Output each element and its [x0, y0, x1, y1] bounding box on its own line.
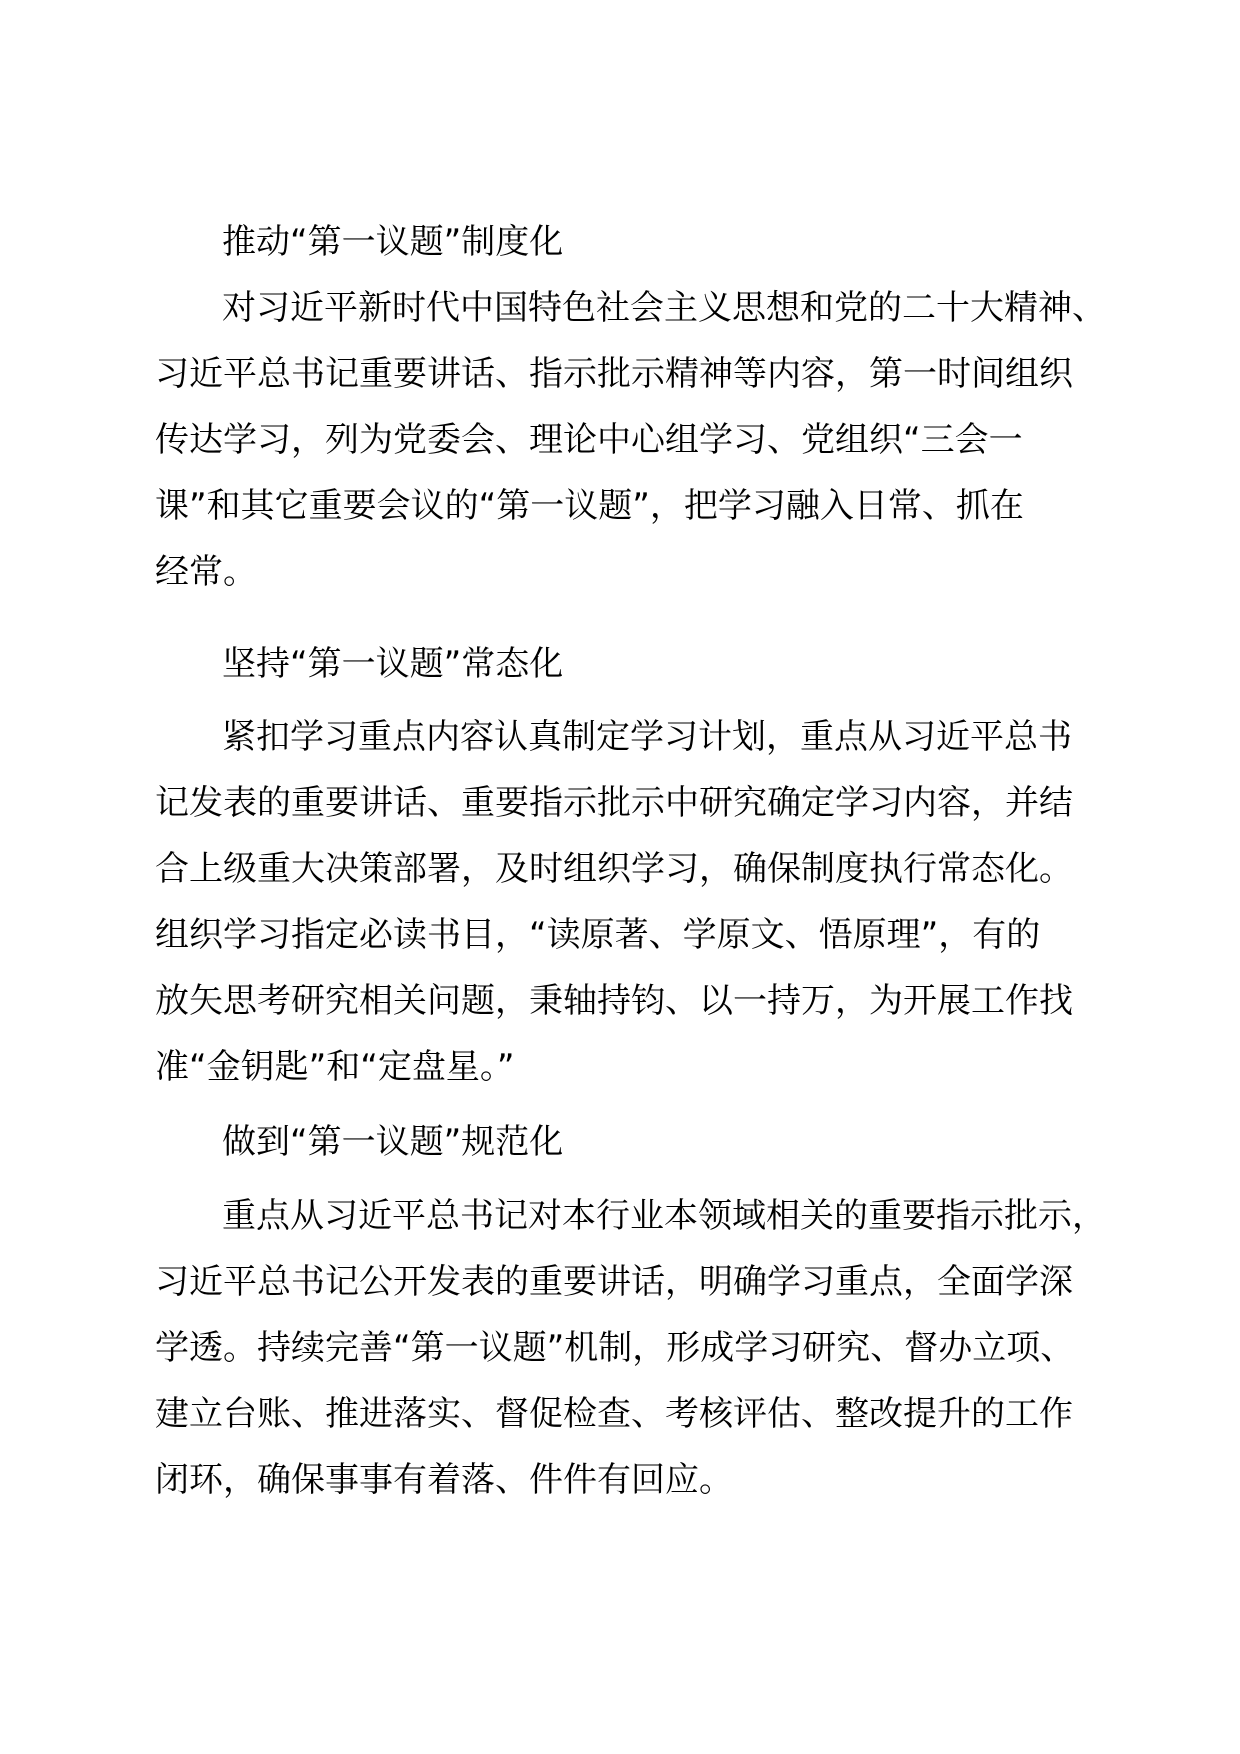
paragraph-3-line-5: 闭环，确保事事有着落、件件有回应。	[155, 1460, 733, 1500]
paragraph-3-line-2: 习近平总书记公开发表的重要讲话，明确学习重点，全面学深	[155, 1262, 1073, 1302]
paragraph-2-line-1: 紧扣学习重点内容认真制定学习计划，重点从习近平总书	[222, 717, 1072, 757]
paragraph-1-line-2: 习近平总书记重要讲话、指示批示精神等内容，第一时间组织	[155, 354, 1073, 394]
paragraph-2-line-4: 组织学习指定必读书目，“读原著、学原文、悟原理”，有的	[155, 915, 1041, 955]
paragraph-3-line-1: 重点从习近平总书记对本行业本领域相关的重要指示批示，	[222, 1196, 1106, 1236]
paragraph-2-line-6: 准“金钥匙”和“定盘星。”	[155, 1047, 515, 1087]
paragraph-3-line-3: 学透。持续完善“第一议题”机制，形成学习研究、督办立项、	[155, 1328, 1075, 1368]
section-heading-3: 做到“第一议题”规范化	[222, 1122, 564, 1162]
section-heading-2: 坚持“第一议题”常态化	[222, 644, 564, 684]
section-heading-1: 推动“第一议题”制度化	[222, 222, 564, 262]
paragraph-3-line-4: 建立台账、推进落实、督促检查、考核评估、整改提升的工作	[155, 1394, 1073, 1434]
paragraph-2-line-3: 合上级重大决策部署，及时组织学习，确保制度执行常态化。	[155, 849, 1073, 889]
paragraph-2-line-5: 放矢思考研究相关问题，秉轴持钧、以一持万，为开展工作找	[155, 981, 1073, 1021]
paragraph-1-line-4: 课”和其它重要会议的“第一议题”，把学习融入日常、抓在	[155, 486, 1024, 526]
paragraph-1-line-3: 传达学习，列为党委会、理论中心组学习、党组织“三会一	[155, 420, 1023, 460]
paragraph-1-line-1: 对习近平新时代中国特色社会主义思想和党的二十大精神、	[222, 288, 1106, 328]
paragraph-1-line-5: 经常。	[155, 552, 257, 592]
paragraph-2-line-2: 记发表的重要讲话、重要指示批示中研究确定学习内容，并结	[155, 783, 1073, 823]
